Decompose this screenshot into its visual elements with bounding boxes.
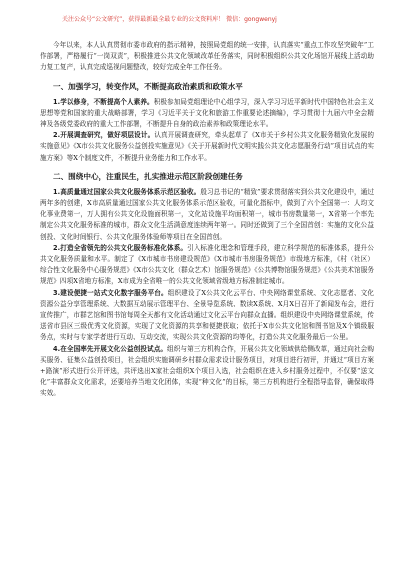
paragraph <box>40 97 374 131</box>
section-heading: 二、围绕中心，注重民生，扎实推进示范区阶段创建任务 <box>53 171 243 181</box>
paragraph <box>40 130 374 164</box>
item-title: 4.在全国率先开展文化公益创投试点。 <box>53 344 168 353</box>
item-title: 2.打造全省领先的公共文化服务标准化体系。 <box>53 243 188 252</box>
item-text: 组织与第三方机构合作，开展公共文化领域供给侧改革，通过向社会购买服务、征集公益创投项目，社会组织实施调研乡村群众需求设计服务项目，对项目进行初评，并通过“项目方案+路演”形式进行公开评选，共评选出X家社会组织X个项目入选，社会组织在进入乡村服务过程中，不仅要“送文化”丰富群众文化需求，还要培养当地文化团体，实现“种文化”的目标，第三方机构进行全程指导监督，确保取得实效。 <box>40 344 374 398</box>
header-banner: 关注公众号“公文研究”，获得最新最全最专业的公文资料库！ 微信：gongwenyj <box>62 16 277 23</box>
item-title: 3.建设便捷一站式文化数字服务平台。 <box>53 288 168 297</box>
item-title: 2.开展调查研究，做好项层设计。 <box>53 131 155 140</box>
item-text: 殷习总书记的“精致”要求贯彻落实到公共文化建设中，通过两年多的创建，X市高质量通过国家公共文化服务体系示范区验收，可量化指标中，做到了六个全国第一：人均文化事业费第一，万人拥有公共文化设施面积第一，文化站设施平均面积第一，城市书房数量第一，X省第一个率先制定公共文化服务标准的城市，群众文化生活满意度连续两年第一。同时还做到了三个全国首创：实施的文化公益创投、文化时间银行、公共文化服务体验师等项目在全国首创。 <box>40 187 374 241</box>
item-text: 组织建设了X公共文化云平台、中央网络课堂系统、文化志愿者、文化资源公益分享管理系统、大数据互动展示管理平台、全景导览系统、数读X系统、X月X日召开了新闻发布会，进行宣传推广，市群艺馆和图书馆每周全天都有文化活动通过文化云平台向群众直播。组织建设中央网络课堂系统，传送省市县区三级优秀文化资源，实现了文化资源的共享和便捷获取；依托于X市公共文化馆和图书馆及X个镇级服务点，实时与专家学者进行互动、互动交流，实现公共文化资源的均等化，打造公共文化服务最后一公里。 <box>40 288 374 342</box>
document-body <box>40 40 374 400</box>
section-heading: 一、加强学习，转变作风，不断提高政治素质和政策水平 <box>53 81 243 91</box>
item-text: 积极参加局党组理论中心组学习，深入学习习近平新时代中国特色社会主义思想等党和国家的重大战略部署，学习《习近平关于文化和旅游工作重要论述摘编》，学习贯彻十九届六中全会精神及各级党委政府的重大工作部署，不断提升自身的政治素养和政策理论水平。 <box>40 97 374 129</box>
paragraph <box>40 243 374 288</box>
intro-paragraph: 今年以来，本人认真贯彻市委市政府的指示精神，按照局党组的统一安排，认真落实“重点工作攻坚突破年”工作部署，严格履行“一岗双责”，积极推进公共文化领域改革任务落实，同时积极组织公共文化场馆开展线上活动助力复工复产，认真完成巡视问题整改，较好完成全年工作任务。 <box>40 41 374 72</box>
item-text: 认真开展调查研究，牵头起草了《X市关于乡村公共文化服务精致化发展的实施意见》《X市公共文化服务公益创投实施意见》《关于开展新时代文明实践公共文化志愿服务行动”项目试点的实施方案》等X个制度文件，不断提升业务能力和工作水平。 <box>40 131 374 162</box>
paragraph <box>40 344 374 400</box>
item-title: 1.学以修身，不断提高个人素养。 <box>53 97 154 106</box>
paragraph <box>40 187 374 243</box>
item-text: 引入标准化理念和管理手段，建立科学规范的标准体系，提升公共文化服务质量和水平。制定了《X市城市书房建设规范》《X市城市书房服务规范》市级地方标准，《村（社区）综合性文化服务中心服务规范》《X市公共文化（群众艺术）馆服务规范》《公共博物馆服务规范》《公共美术馆服务规范》四项X省地方标准，X市成为全省唯一的公共文化领域省级地方标准制定城市。 <box>40 243 374 286</box>
item-title: 1.高质量通过国家公共文化服务体系示范区验收。 <box>53 187 201 196</box>
paragraph <box>40 288 374 344</box>
